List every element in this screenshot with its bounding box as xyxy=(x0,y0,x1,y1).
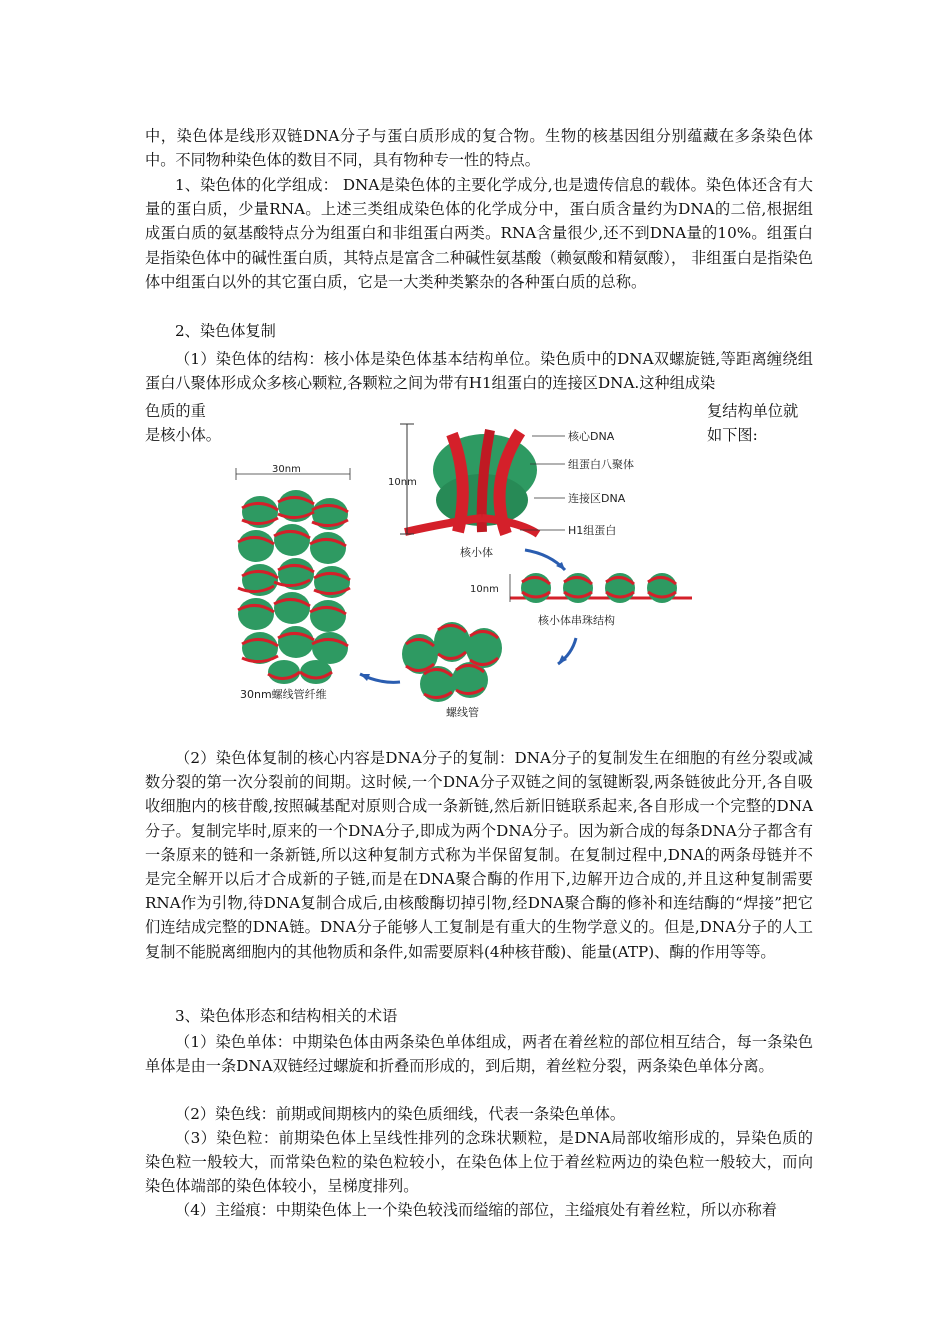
paragraph-primary-constriction: （4）主缢痕：中期染色体上一个染色较浅而缢缩的部位，主缢痕处有着丝粒，所以亦称着 xyxy=(175,1201,777,1219)
paragraph-chromomere: （3）染色粒：前期染色体上呈线性排列的念珠状颗粒，是DNA局部收缩形成的，异染色质的染色粒一般较大，而常染色粒的染色粒较小，在染色体上位于着丝粒两边的染色粒一般较大，而向染色体端部的染色体较小，呈梯度排列。 xyxy=(145,1129,813,1196)
label-h1-histone: H1组蛋白 xyxy=(568,524,617,537)
paragraph-chromosome-structure: （1）染色体的结构：核小体是染色体基本结构单位。染色质中的DNA双螺旋链,等距离缠绕组蛋白八聚体形成众多核心颗粒,各颗粒之间为带有H1组蛋白的连接区DNA.这种组成染 xyxy=(145,350,813,393)
wrap-text-left-1: 色质的重 xyxy=(145,402,206,420)
paragraph-chromonema: （2）染色线：前期或间期核内的染色质细线，代表一条染色单体。 xyxy=(175,1105,626,1123)
heading-chromosome-terms: 3、染色体形态和结构相关的术语 xyxy=(175,1007,398,1025)
nucleosome-structure-figure xyxy=(220,422,700,722)
label-nucleosome: 核小体 xyxy=(460,546,493,559)
30nm-fiber-illustration xyxy=(236,468,350,684)
label-core-dna: 核心DNA xyxy=(568,430,615,443)
label-solenoid: 螺线管 xyxy=(446,706,479,719)
wrap-text-right-1: 复结构单位就 xyxy=(707,402,799,420)
label-10nm-beads: 10nm xyxy=(470,584,499,595)
wrap-text-left-2: 是核小体。 xyxy=(145,426,221,444)
paragraph-chemical-composition: 1、染色体的化学组成： DNA是染色体的主要化学成分,也是遗传信息的载体。染色体还含有大量的蛋白质，少量RNA。上述三类组成染色体的化学成分中，蛋白质含量约为DNA的二倍,根据组成蛋白质的氨基酸特点分为组蛋白和非组蛋白两类。RNA含量很少,还不到DNA量的10%。组蛋白是指染色体中的碱性蛋白质，其特点是富含二种碱性氨基酸（赖氨酸和精氨酸）， 非组蛋白是指染色体中组蛋白以外的其它蛋白质，它是一大类种类繁杂的各种蛋白质的总称。 xyxy=(145,176,813,291)
label-10nm-top: 10nm xyxy=(388,477,417,488)
label-30nm-fiber: 30nm螺线管纤维 xyxy=(240,688,327,701)
paragraph-intro: 中，染色体是线形双链DNA分子与蛋白质形成的复合物。生物的核基因组分别蕴藏在多条染色体中。不同物种染色体的数目不同，具有物种专一性的特点。 xyxy=(145,127,813,170)
nucleosome-illustration xyxy=(400,424,538,534)
paragraph-replication-core: （2）染色体复制的核心内容是DNA分子的复制：DNA分子的复制发生在细胞的有丝分裂或减数分裂的第一次分裂前的间期。这时候,一个DNA分子双链之间的氢键断裂,两条链彼此分开,各自吸收细胞内的核苷酸,按照碱基配对原则合成一条新链,然后新旧链联系起来,各自形成一个完整的DNA分子。复制完毕时,原来的一个DNA分子,即成为两个DNA分子。因为新合成的每条DNA分子都含有一条原来的链和一条新链,所以这种复制方式称为半保留复制。在复制过程中,DNA的两条母链并不是完全解开以后才合成新的子链,而是在DNA聚合酶的作用下,边解开边合成的,并且这种复制需要RNA作为引物,待DNA复制合成后,由核酸酶切掉引物,经DNA聚合酶的修补和连结酶的“焊接”把它们连结成完整的DNA链。DNA分子能够人工复制是有重大的生物学意义的。但是,DNA分子的人工复制不能脱离细胞内的其他物质和条件,如需要原料(4种核苷酸)、能量(ATP)、酶的作用等等。 xyxy=(145,749,813,961)
label-linker-dna: 连接区DNA xyxy=(568,492,626,505)
label-beads-on-string: 核小体串珠结构 xyxy=(538,614,615,627)
label-histone-octamer: 组蛋白八聚体 xyxy=(568,458,634,471)
beads-on-string-illustration xyxy=(510,573,692,603)
wrap-text-right-2: 如下图: xyxy=(707,426,758,444)
solenoid-illustration xyxy=(402,622,502,702)
label-30nm: 30nm xyxy=(272,464,301,475)
heading-chromosome-replication: 2、染色体复制 xyxy=(175,322,276,340)
paragraph-chromatid: （1）染色单体：中期染色体由两条染色单体组成，两者在着丝粒的部位相互结合，每一条染色单体是由一条DNA双链经过螺旋和折叠而形成的，到后期，着丝粒分裂，两条染色单体分离。 xyxy=(145,1033,813,1076)
